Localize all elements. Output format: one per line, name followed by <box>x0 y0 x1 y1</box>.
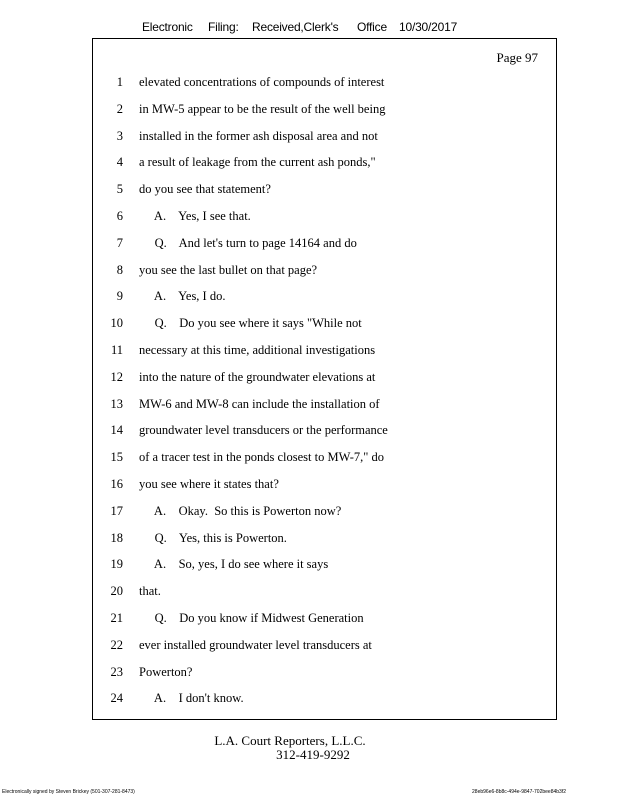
transcript-line <box>93 343 556 361</box>
court-reporter-name: L.A. Court Reporters, L.L.C. <box>214 733 366 748</box>
line-text: Q. Yes, this is Powerton. <box>139 530 287 545</box>
page-number: Page 97 <box>496 50 538 65</box>
transcript-line <box>93 504 556 522</box>
line-text: ever installed groundwater level transducers at <box>139 637 372 652</box>
transcript-line <box>93 531 556 549</box>
line-text: elevated concentrations of compounds of interest <box>139 75 385 89</box>
transcript-line <box>93 557 556 575</box>
line-text: into the nature of the groundwater elevations at <box>139 369 376 384</box>
line-text: A. Yes, I do. <box>139 289 226 304</box>
court-reporter-phone: 312-419-9292 <box>276 747 350 762</box>
line-number: 15 <box>110 450 123 465</box>
transcript-line <box>93 611 556 629</box>
line-text: A. So, yes, I do see where it says <box>139 557 329 572</box>
line-number: 11 <box>110 343 123 357</box>
line-text: Q. Do you know if Midwest Generation <box>139 611 364 625</box>
filing-header-electronic: Electronic <box>142 20 193 34</box>
line-text: MW-6 and MW-8 can include the installation of <box>139 396 380 411</box>
line-number: 5 <box>116 182 123 197</box>
line-number: 20 <box>110 584 123 599</box>
line-text: Powerton? <box>139 664 193 679</box>
line-text: A. Okay. So this is Powerton now? <box>139 503 342 518</box>
line-number: 22 <box>110 637 123 652</box>
line-text: you see where it states that? <box>139 477 279 491</box>
line-number: 24 <box>110 691 123 706</box>
transcript-line <box>93 370 556 388</box>
line-text: a result of leakage from the current ash ponds," <box>139 155 376 170</box>
line-text: necessary at this time, additional investigations <box>139 343 376 357</box>
line-number: 9 <box>116 289 123 304</box>
line-text: that. <box>139 584 161 599</box>
transcript-line <box>93 477 556 495</box>
line-number: 3 <box>116 128 123 143</box>
line-number: 21 <box>110 611 123 625</box>
line-number: 1 <box>116 75 123 89</box>
filing-header-date: 10/30/2017 <box>399 20 458 34</box>
line-number: 12 <box>110 369 123 384</box>
transcript-line <box>93 182 556 200</box>
transcript-page <box>92 38 557 720</box>
line-number: 6 <box>116 209 123 223</box>
line-text: A. Yes, I see that. <box>139 209 251 223</box>
transcript-line <box>93 691 556 709</box>
transcript-line <box>93 584 556 602</box>
transcript-line <box>93 316 556 334</box>
transcript-line <box>93 289 556 307</box>
transcript-line <box>93 665 556 683</box>
transcript-line <box>93 263 556 281</box>
signature-id: 28eb96e6-8b8c-494e-9847-702bee84b3f2 <box>472 789 566 795</box>
line-text: of a tracer test in the ponds closest to MW-7," do <box>139 450 384 465</box>
filing-header-received: Received,Clerk's <box>252 20 339 34</box>
transcript-line <box>93 450 556 468</box>
transcript-line <box>93 638 556 656</box>
line-text: installed in the former ash disposal area and not <box>139 128 378 143</box>
line-text: you see the last bullet on that page? <box>139 262 318 277</box>
line-number: 16 <box>110 477 123 491</box>
line-text: Q. Do you see where it says "While not <box>139 316 362 331</box>
line-number: 14 <box>110 423 123 438</box>
transcript-line <box>93 129 556 147</box>
transcript-line <box>93 102 556 120</box>
transcript-line <box>93 155 556 173</box>
line-number: 19 <box>110 557 123 572</box>
filing-header-filing: Filing: <box>208 20 239 34</box>
line-number: 8 <box>116 262 123 277</box>
filing-header-office: Office <box>357 20 387 34</box>
transcript-line <box>93 236 556 254</box>
line-number: 23 <box>110 664 123 679</box>
line-text: in MW-5 appear to be the result of the well being <box>139 101 386 116</box>
transcript-line <box>93 209 556 227</box>
line-text: Q. And let's turn to page 14164 and do <box>139 235 357 250</box>
line-number: 7 <box>116 235 123 250</box>
transcript-line <box>93 423 556 441</box>
line-number: 17 <box>110 503 123 518</box>
line-number: 2 <box>116 101 123 116</box>
transcript-line <box>93 397 556 415</box>
electronic-signature: Electronically signed by Steven Brickey (501-307-281-8473) <box>2 789 135 795</box>
line-text: A. I don't know. <box>139 691 244 706</box>
line-text: do you see that statement? <box>139 182 271 197</box>
line-number: 18 <box>110 530 123 545</box>
line-number: 13 <box>110 396 123 411</box>
line-text: groundwater level transducers or the performance <box>139 423 388 438</box>
transcript-line <box>93 75 556 93</box>
line-number: 4 <box>116 155 123 170</box>
line-number: 10 <box>110 316 123 331</box>
